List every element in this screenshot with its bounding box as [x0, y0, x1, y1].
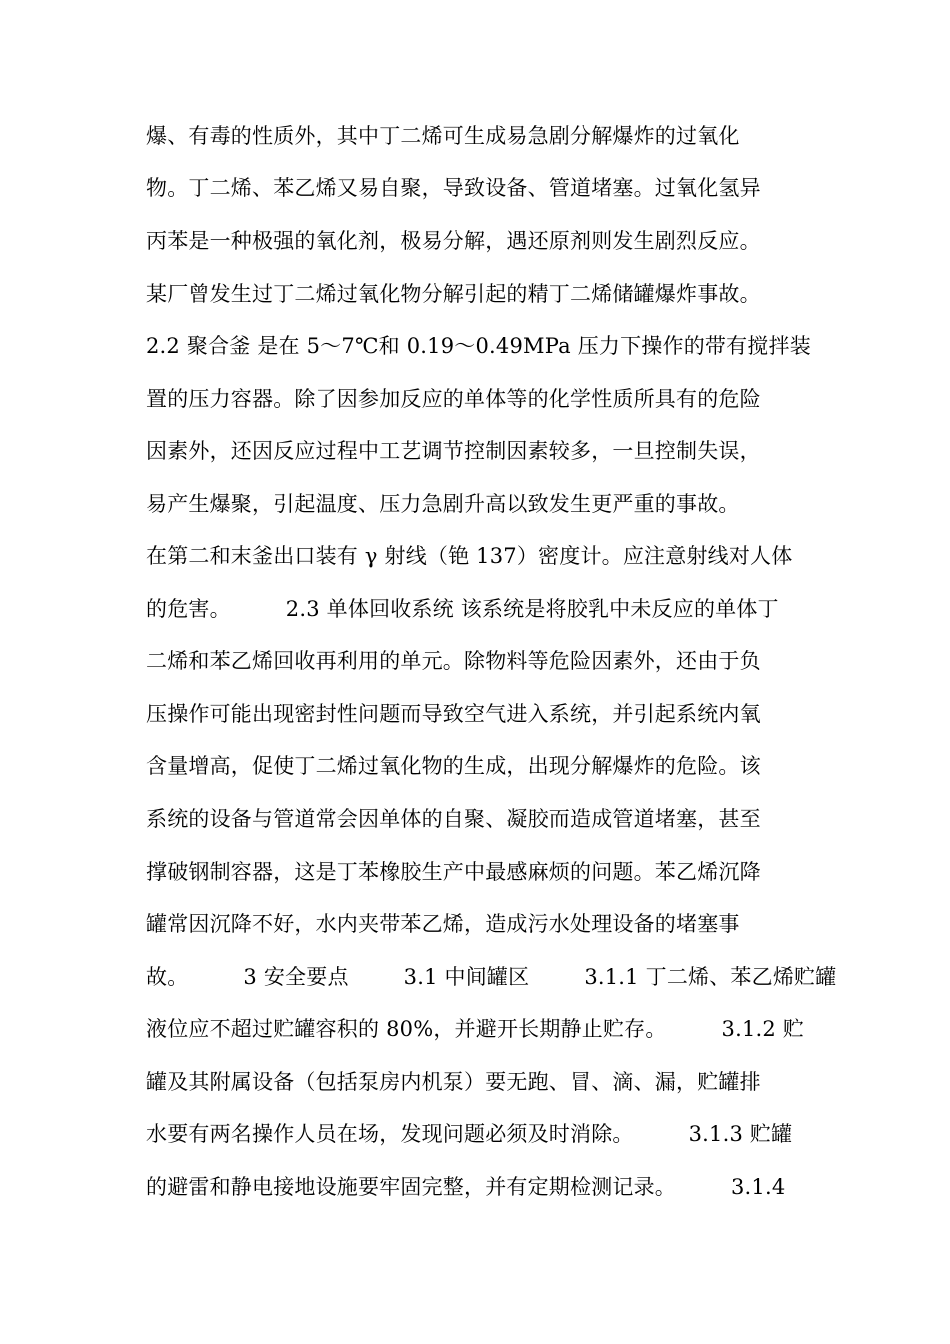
text-line: 罐及其附属设备（包括泵房内机泵）要无跑、冒、滴、漏，贮罐排: [146, 1070, 761, 1094]
text-line: 丙苯是一种极强的氧化剂，极易分解，遇还原剂则发生剧烈反应。: [146, 229, 761, 253]
text-line: 系统的设备与管道常会因单体的自聚、凝胶而造成管道堵塞，甚至: [146, 807, 761, 831]
text-line: 水要有两名操作人员在场，发现问题必须及时消除。 3.1.3 贮罐: [146, 1122, 793, 1146]
text-line: 二烯和苯乙烯回收再利用的单元。除物料等危险因素外，还由于负: [146, 649, 761, 673]
text-line: 易产生爆聚，引起温度、压力急剧升高以致发生更严重的事故。: [146, 492, 740, 516]
text-line: 撑破钢制容器，这是丁苯橡胶生产中最感麻烦的问题。苯乙烯沉降: [146, 860, 761, 884]
text-line: 因素外，还因反应过程中工艺调节控制因素较多，一旦控制失误，: [146, 439, 761, 463]
text-line: 2.2 聚合釜 是在 5～7℃和 0.19～0.49MPa 压力下操作的带有搅拌装: [146, 334, 811, 358]
text-line: 的危害。 2.3 单体回收系统 该系统是将胶乳中未反应的单体丁: [146, 597, 779, 621]
text-line: 的避雷和静电接地设施要牢固完整，并有定期检测记录。 3.1.4: [146, 1175, 786, 1199]
text-line: 置的压力容器。除了因参加反应的单体等的化学性质所具有的危险: [146, 387, 761, 411]
text-line: 在第二和末釜出口装有 γ 射线（铯 137）密度计。应注意射线对人体: [146, 544, 793, 568]
text-line: 物。丁二烯、苯乙烯又易自聚，导致设备、管道堵塞。过氧化氢异: [146, 176, 761, 200]
text-line: 压操作可能出现密封性问题而导致空气进入系统，并引起系统内氧: [146, 702, 761, 726]
text-line: 爆、有毒的性质外，其中丁二烯可生成易急剧分解爆炸的过氧化: [146, 124, 740, 148]
text-line: 液位应不超过贮罐容积的 80%，并避开长期静止贮存。 3.1.2 贮: [146, 1017, 805, 1041]
text-line: 罐常因沉降不好，水内夹带苯乙烯，造成污水处理设备的堵塞事: [146, 912, 740, 936]
text-line: 某厂曾发生过丁二烯过氧化物分解引起的精丁二烯储罐爆炸事故。: [146, 282, 761, 306]
text-line: 含量增高，促使丁二烯过氧化物的生成，出现分解爆炸的危险。该: [146, 754, 761, 778]
text-line: 故。 3 安全要点 3.1 中间罐区 3.1.1 丁二烯、苯乙烯贮罐: [146, 965, 837, 989]
